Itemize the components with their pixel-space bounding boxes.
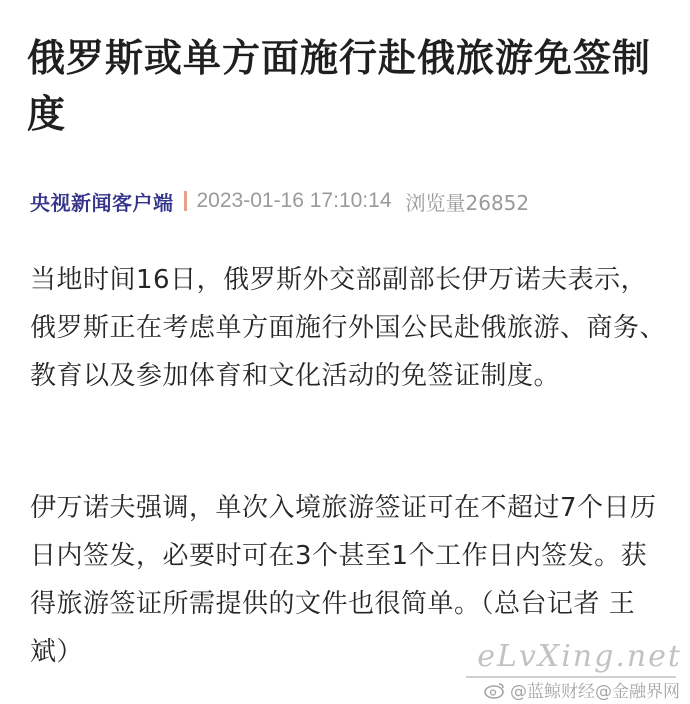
paragraph-2: 伊万诺夫强调，单次入境旅游签证可在不超过7个日历日内签发，必要时可在3个甚至1个工作日内签发。获得旅游签证所需提供的文件也很简单。（总台记者 王斌）: [30, 493, 657, 667]
view-count: 浏览量26852: [405, 190, 530, 215]
meta-separator: [184, 191, 187, 211]
article-title: 俄罗斯或单方面施行赴俄旅游免签制度: [27, 36, 652, 136]
site-watermark: eLvXing.net: [477, 639, 682, 674]
publish-datetime: 2023-01-16 17:10:14: [196, 189, 392, 212]
weibo-watermark-text: @蓝鲸财经@金融界网: [510, 682, 680, 702]
paragraph-1: 当地时间16日，俄罗斯外交部副部长伊万诺夫表示，俄罗斯正在考虑单方面施行外国公民赴俄旅游、商务、教育以及参加体育和文化活动的免签证制度。: [30, 265, 667, 391]
weibo-watermark: [484, 677, 680, 702]
article-meta: [30, 184, 529, 218]
source-label[interactable]: 央视新闻客户端: [30, 190, 174, 215]
weibo-icon: [484, 681, 506, 699]
